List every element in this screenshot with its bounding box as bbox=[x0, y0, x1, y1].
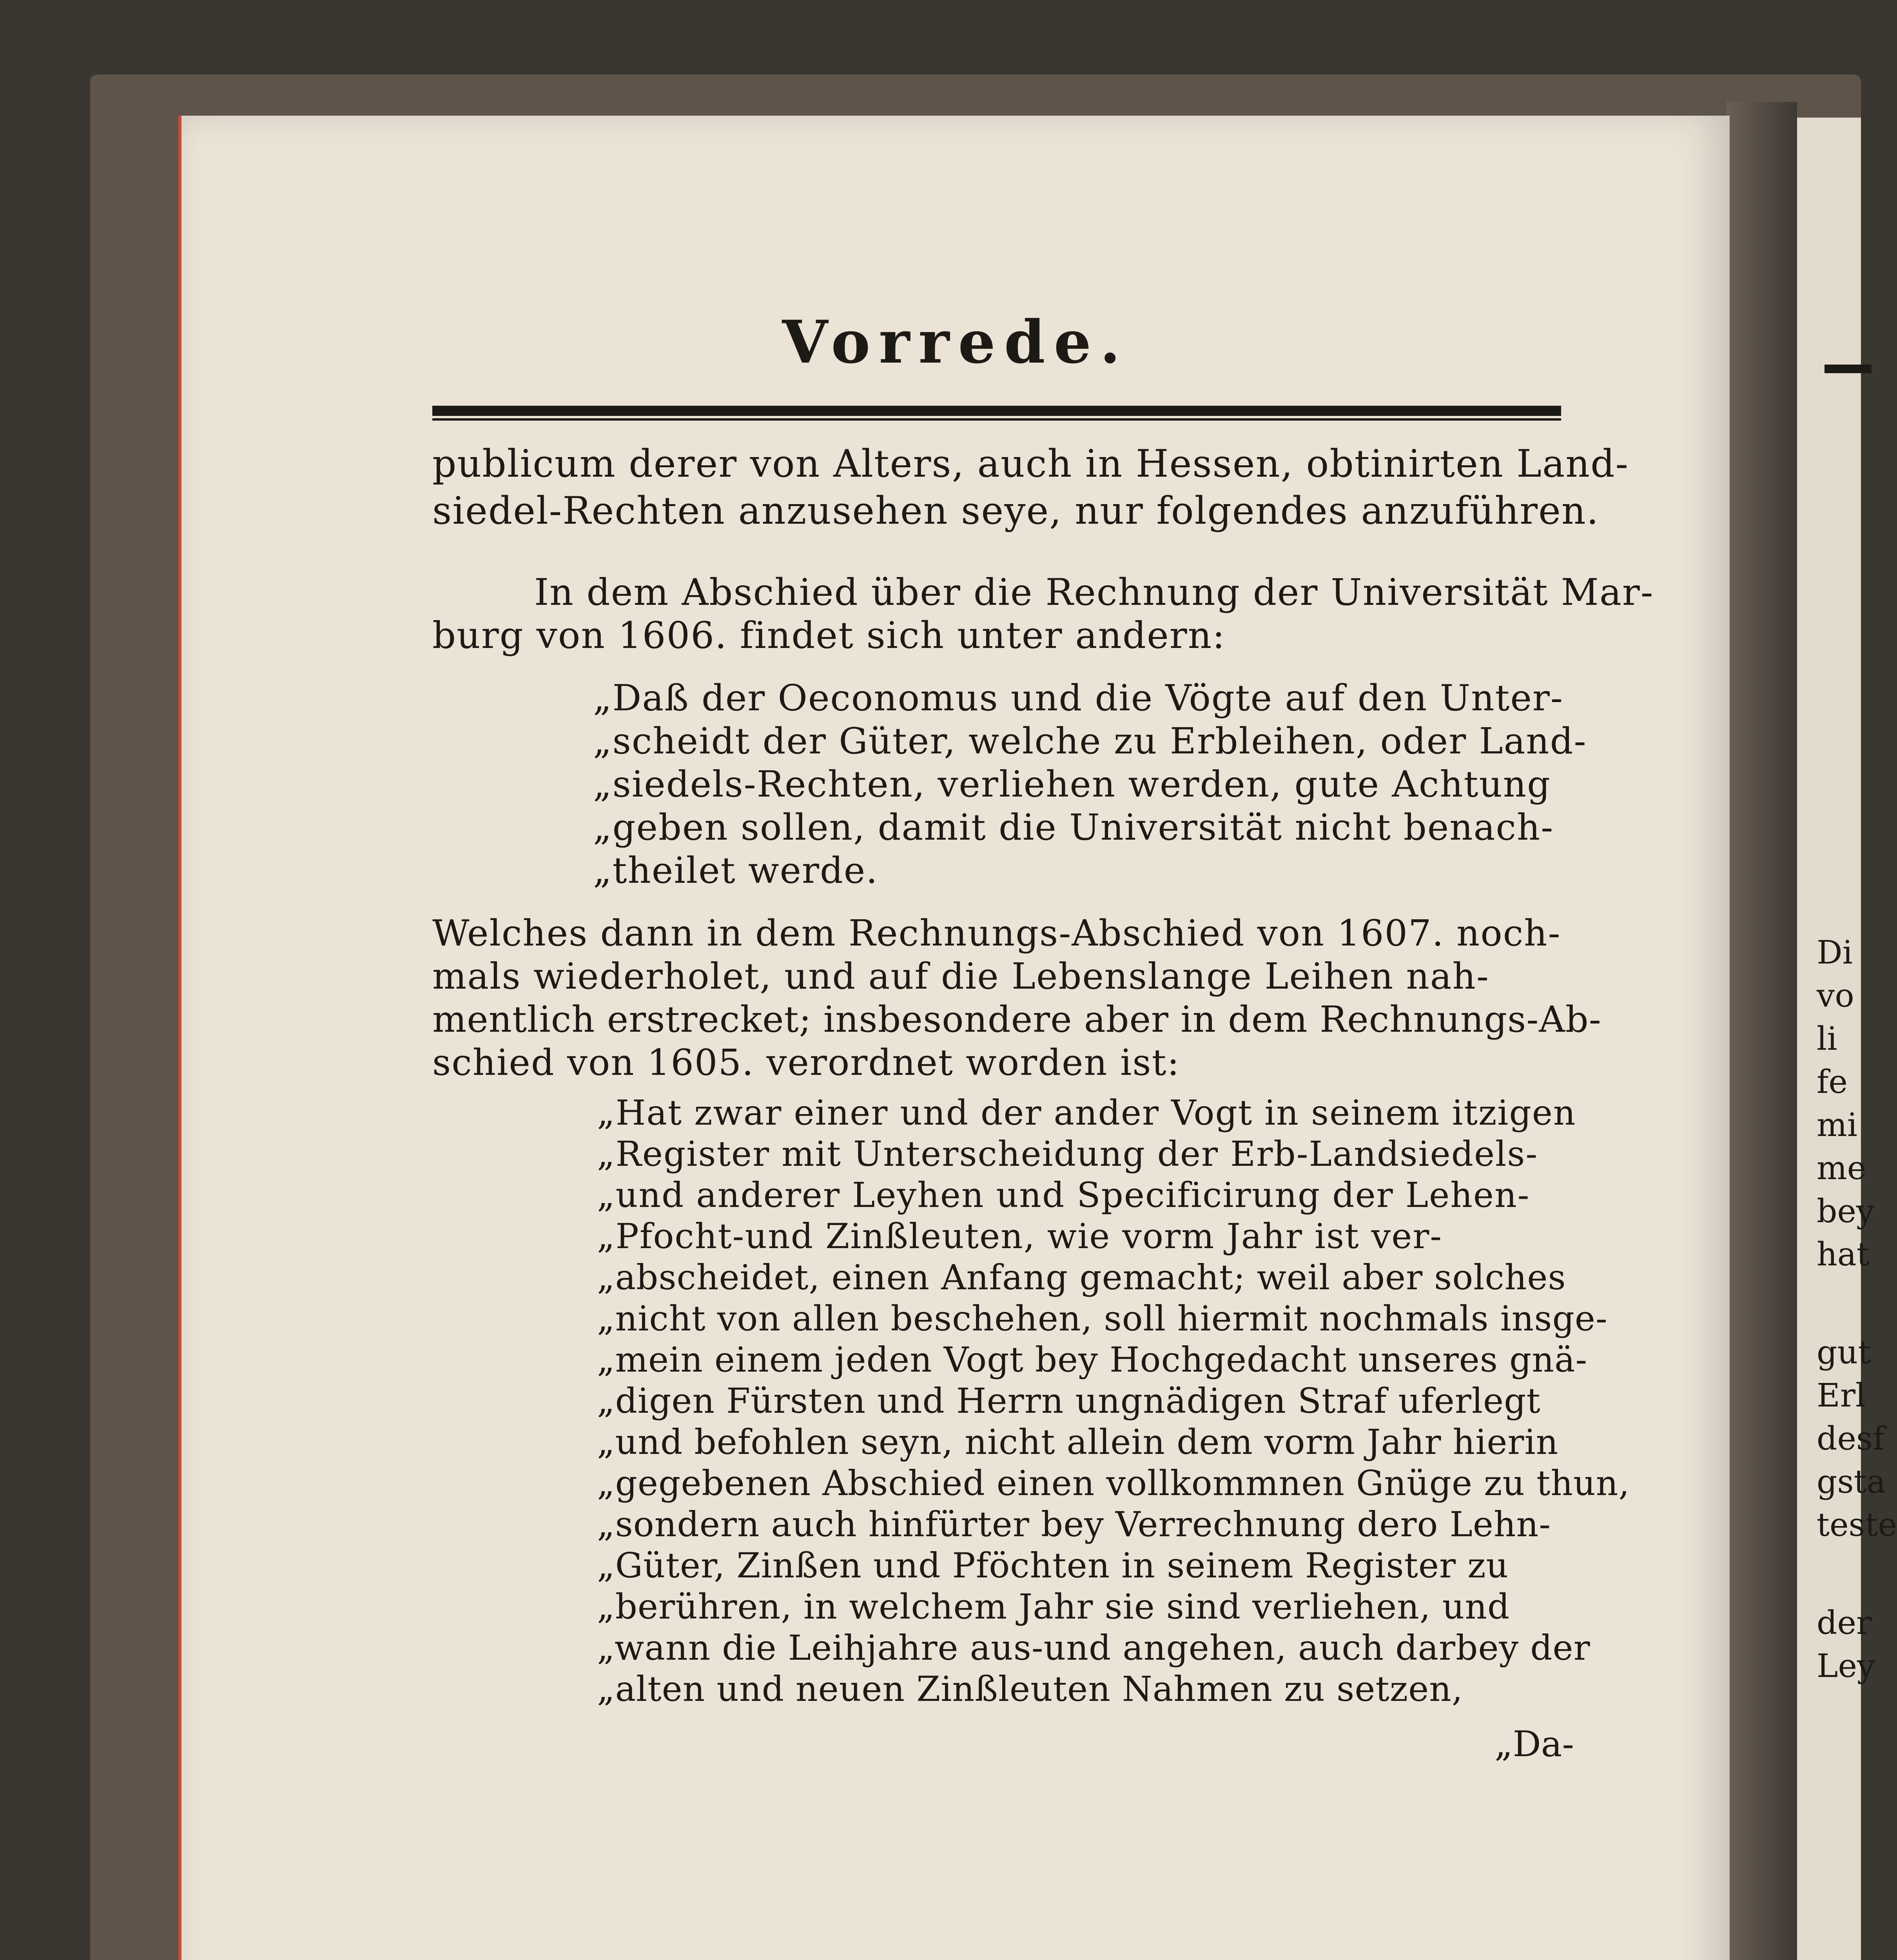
facing-page-fragment: gsta bbox=[1817, 1463, 1886, 1501]
quote-line: „Güter, Zinßen und Pföchten in seinem Register zu bbox=[597, 1545, 1509, 1586]
quote-line: „scheidt der Güter, welche zu Erbleihen, oder Land- bbox=[593, 720, 1587, 762]
facing-page-fragment: teste bbox=[1817, 1506, 1897, 1544]
quote-line: „wann die Leihjahre aus-und angehen, auch darbey der bbox=[597, 1628, 1591, 1668]
page-title: Vorrede. bbox=[782, 308, 1129, 377]
facing-page-fragment: fe bbox=[1817, 1063, 1848, 1101]
text-line: mals wiederholet, und auf die Lebenslange Leihen nah- bbox=[432, 955, 1489, 997]
facing-page-fragment: mi bbox=[1817, 1107, 1857, 1144]
text-line: publicum derer von Alters, auch in Hessen, obtinirten Land- bbox=[432, 442, 1629, 486]
quote-line: „geben sollen, damit die Universität nicht benach- bbox=[593, 806, 1554, 848]
facing-page-fragment: Ley bbox=[1817, 1648, 1875, 1685]
facing-page-fragment: gut bbox=[1817, 1334, 1871, 1371]
quote-line: „gegebenen Abschied einen vollkommnen Gnüge zu thun, bbox=[597, 1463, 1630, 1503]
quote-line: „sondern auch hinfürter bey Verrechnung dero Lehn- bbox=[597, 1504, 1551, 1544]
text-line: schied von 1605. verordnet worden ist: bbox=[432, 1042, 1180, 1083]
quote-line: „siedels-Rechten, verliehen werden, gute Achtung bbox=[593, 763, 1551, 805]
facing-page-fragment: Di bbox=[1817, 934, 1853, 971]
quote-line: „mein einem jeden Vogt bey Hochgedacht unseres gnä- bbox=[597, 1339, 1588, 1380]
facing-page-fragment: Erl bbox=[1817, 1377, 1866, 1414]
book-gutter bbox=[1727, 102, 1797, 1960]
facing-page-edge bbox=[1797, 118, 1897, 1960]
text-line: Welches dann in dem Rechnungs-Abschied von 1607. noch- bbox=[432, 912, 1561, 954]
facing-page-fragment: hat bbox=[1817, 1236, 1870, 1273]
facing-page-fragment: li bbox=[1817, 1020, 1837, 1058]
quote-line: „Daß der Oeconomus und die Vögte auf den Unter- bbox=[593, 677, 1563, 719]
quote-line: „Register mit Unterscheidung der Erb-Landsiedels- bbox=[597, 1134, 1538, 1174]
text-line: burg von 1606. findet sich unter andern: bbox=[432, 614, 1226, 657]
text-line: mentlich erstrecket; insbesondere aber in dem Rechnungs-Ab- bbox=[432, 998, 1601, 1040]
quote-line: „theilet werde. bbox=[593, 849, 878, 891]
facing-page-fragment: me bbox=[1817, 1150, 1866, 1187]
catchword: „Da- bbox=[1494, 1724, 1574, 1765]
quote-line: „alten und neuen Zinßleuten Nahmen zu setzen, bbox=[597, 1669, 1463, 1709]
title-rule bbox=[432, 406, 1561, 416]
quote-line: „und anderer Leyhen und Specificirung der Lehen- bbox=[597, 1175, 1530, 1215]
book-page bbox=[178, 116, 1730, 1960]
quote-line: „abscheidet, einen Anfang gemacht; weil aber solches bbox=[597, 1257, 1566, 1298]
text-line: In dem Abschied über die Rechnung der Universität Mar- bbox=[534, 571, 1654, 614]
quote-line: „berühren, in welchem Jahr sie sind verliehen, und bbox=[597, 1586, 1510, 1627]
quote-line: „und befohlen seyn, nicht allein dem vorm Jahr hierin bbox=[597, 1422, 1559, 1462]
quote-line: „digen Fürsten und Herrn ungnädigen Straf uferlegt bbox=[597, 1381, 1541, 1421]
quote-line: „Pfocht-und Zinßleuten, wie vorm Jahr ist ver- bbox=[597, 1216, 1443, 1256]
facing-page-fragment: desf bbox=[1817, 1420, 1885, 1457]
quote-line: „Hat zwar einer und der ander Vogt in seinem itzigen bbox=[597, 1093, 1576, 1133]
facing-page-fragment: der bbox=[1817, 1604, 1872, 1642]
facing-page-rule bbox=[1824, 365, 1872, 373]
quote-line: „nicht von allen beschehen, soll hiermit nochmals insge- bbox=[597, 1298, 1608, 1339]
facing-page-fragment: vo bbox=[1817, 977, 1854, 1014]
facing-page-fragment: bey bbox=[1817, 1193, 1875, 1230]
text-line: siedel-Rechten anzusehen seye, nur folgendes anzuführen. bbox=[432, 489, 1600, 533]
